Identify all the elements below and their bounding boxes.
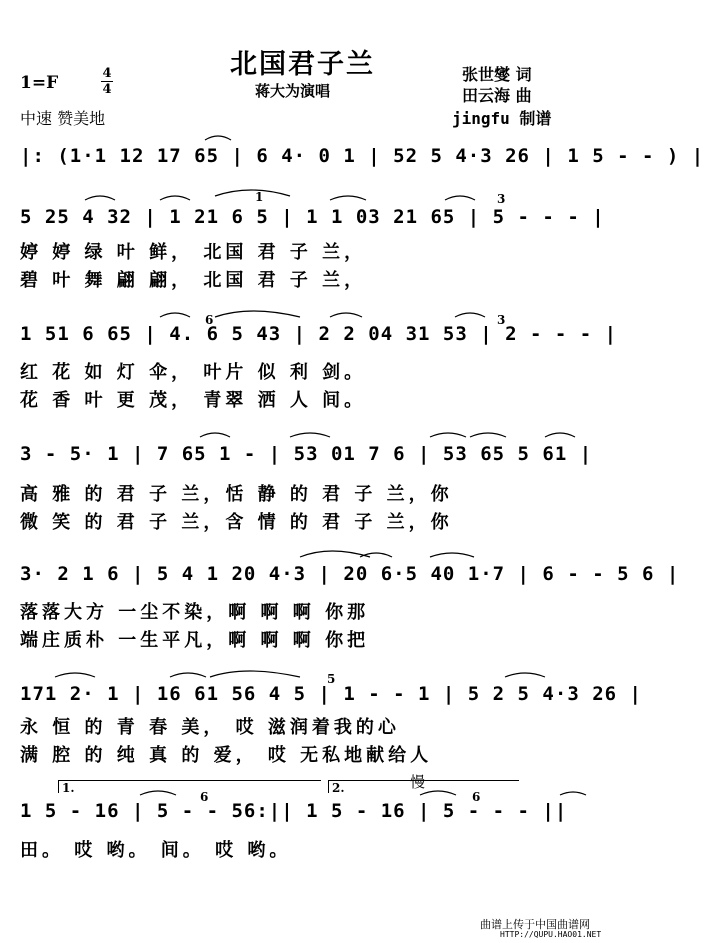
lyric-line: 端庄质朴 一生平凡，啊 啊 啊 你把 bbox=[20, 630, 370, 651]
score-line-2: 5 25 4 32 | 1 21 6 5 | 1 1 03 21 65 | 5 - - - | bbox=[20, 206, 605, 228]
composer-credit: 田云海 曲 bbox=[462, 86, 532, 105]
lyric-line: 落落大方 一尘不染，啊 啊 啊 你那 bbox=[20, 602, 370, 623]
grace-note-6c: 6 bbox=[472, 790, 481, 804]
transcriber-credit: jingfu 制谱 bbox=[452, 109, 552, 128]
score-line-5: 3· 2 1 6 | 5 4 1 20 4·3 | 20 6·5 40 1·7 | 6 - - 5 6 | bbox=[20, 563, 680, 585]
volta-2-label: 2. bbox=[332, 781, 345, 795]
lyric-line: 微 笑 的 君 子 兰，含 情 的 君 子 兰，你 bbox=[20, 512, 453, 533]
lyric-line: 高 雅 的 君 子 兰，恬 静 的 君 子 兰，你 bbox=[20, 484, 453, 505]
score-line-7: 1 5 - 16 | 5 - - 56:|| 1 5 - 16 | 5 - - - || bbox=[20, 800, 568, 822]
time-signature-top: 4 bbox=[102, 66, 112, 81]
time-signature-bottom: 4 bbox=[102, 82, 112, 97]
lyric-line: 田。 哎 哟。 间。 哎 哟。 bbox=[20, 840, 292, 861]
grace-note-3a: 3 bbox=[497, 192, 506, 206]
footer-site-text: 曲谱上传于中国曲谱网 bbox=[480, 918, 590, 931]
grace-note-6b: 6 bbox=[200, 790, 209, 804]
lyricist-credit: 张世燮 词 bbox=[462, 65, 532, 84]
lyric-line: 红 花 如 灯 伞， 叶片 似 利 剑。 bbox=[20, 362, 367, 383]
lyric-line: 碧 叶 舞 翩 翩， 北国 君 子 兰， bbox=[20, 270, 367, 291]
song-title: 北国君子兰 bbox=[230, 49, 375, 80]
tempo-slow-marking: 慢 bbox=[410, 773, 426, 791]
score-line-4: 3 - 5· 1 | 7 65 1 - | 53 01 7 6 | 53 65 5 61 | bbox=[20, 443, 593, 465]
volta-bracket-1 bbox=[58, 780, 321, 793]
grace-note-6a: 6 bbox=[205, 313, 214, 327]
grace-note-3b: 3 bbox=[497, 313, 506, 327]
lyric-line: 满 腔 的 纯 真 的 爱， 哎 无私地献给人 bbox=[20, 745, 433, 766]
tempo-marking: 中速 赞美地 bbox=[20, 109, 106, 128]
lyric-line: 永 恒 的 青 春 美， 哎 滋润着我的心 bbox=[20, 717, 400, 738]
key-signature: 1=F bbox=[20, 73, 59, 93]
lyric-line: 婷 婷 绿 叶 鲜， 北国 君 子 兰， bbox=[20, 242, 367, 263]
singer-credit: 蒋大为演唱 bbox=[255, 82, 331, 100]
score-line-3: 1 51 6 65 | 4. 6 5 43 | 2 2 04 31 53 | 2 - - - | bbox=[20, 323, 618, 345]
lyric-line: 花 香 叶 更 茂， 青翠 洒 人 间。 bbox=[20, 390, 367, 411]
footer-url: HTTP://QUPU.HAO01.NET bbox=[500, 930, 602, 939]
grace-note-1: 1 bbox=[255, 190, 264, 204]
volta-1-label: 1. bbox=[62, 781, 75, 795]
score-line-1: |: (1·1 12 17 65 | 6 4· 0 1 | 52 5 4·3 26 | 1 5 - - ) | bbox=[20, 145, 704, 167]
grace-note-5: 5 bbox=[327, 672, 336, 686]
score-line-6: 171 2· 1 | 16 61 56 4 5 | 1 - - 1 | 5 2 5 4·3 26 | bbox=[20, 683, 642, 705]
